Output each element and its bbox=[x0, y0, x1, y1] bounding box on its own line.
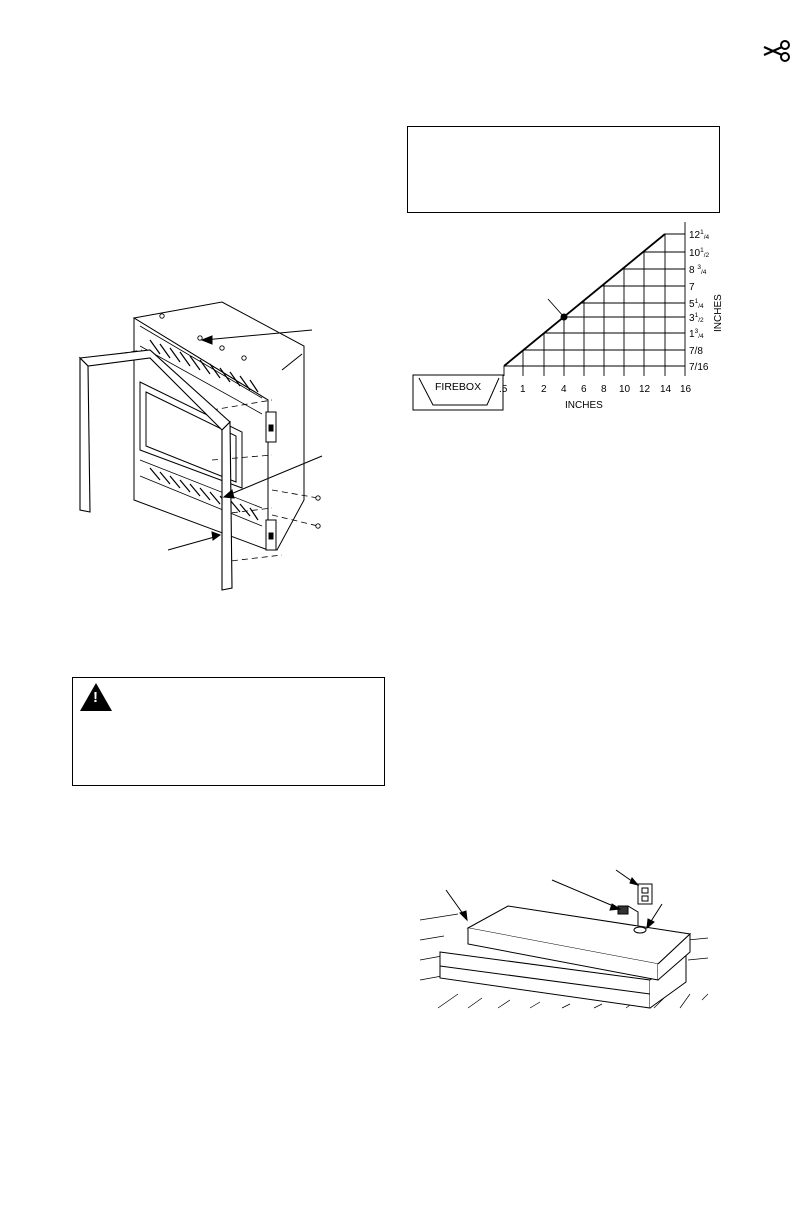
example-leader bbox=[548, 299, 564, 317]
assembly-figure bbox=[72, 300, 332, 600]
x-axis-title: INCHES bbox=[565, 400, 603, 411]
y-tick-label: 7/16 bbox=[689, 362, 709, 373]
wall-outlet bbox=[638, 884, 652, 904]
scissors-icon bbox=[760, 40, 790, 62]
x-tick-label: 14 bbox=[660, 384, 672, 395]
y-axis-title: INCHES bbox=[713, 294, 724, 332]
warning-box bbox=[72, 677, 385, 786]
platform-figure bbox=[418, 860, 708, 1010]
clearance-diagonal bbox=[504, 234, 665, 366]
x-tick-label: 4 bbox=[561, 384, 567, 395]
y-tick-label: $12^1_{/4}$ bbox=[689, 229, 710, 241]
y-tick-label: 7/8 bbox=[689, 346, 703, 357]
chart-grid bbox=[504, 222, 685, 376]
x-tick-label: 1 bbox=[520, 384, 526, 395]
x-tick-label: 12 bbox=[639, 384, 651, 395]
x-tick-label: 10 bbox=[619, 384, 631, 395]
y-tick-label: $10^1_{/2}$ bbox=[689, 247, 710, 259]
x-tick-label: 2 bbox=[541, 384, 547, 395]
warning-symbol: ! bbox=[93, 689, 98, 706]
firebox-label: FIREBOX bbox=[435, 381, 482, 393]
x-tick-label: .5 bbox=[499, 384, 508, 395]
y-tick-label: 7 bbox=[689, 282, 695, 293]
x-tick-label: 16 bbox=[680, 384, 692, 395]
x-tick-labels bbox=[499, 384, 692, 395]
x-tick-label: 8 bbox=[601, 384, 607, 395]
y-tick-label: $3^1_{/2}$ bbox=[689, 312, 704, 324]
firebox-shape bbox=[413, 375, 503, 410]
notice-box bbox=[407, 126, 720, 213]
y-tick-label: $5^1_{/4}$ bbox=[689, 298, 704, 310]
y-tick-labels bbox=[689, 229, 710, 373]
clearance-chart bbox=[405, 218, 765, 418]
y-tick-label: 8 $^3_{/4}$ bbox=[689, 264, 707, 276]
y-tick-label: $1^3_{/4}$ bbox=[689, 328, 704, 340]
x-tick-label: 6 bbox=[581, 384, 587, 395]
